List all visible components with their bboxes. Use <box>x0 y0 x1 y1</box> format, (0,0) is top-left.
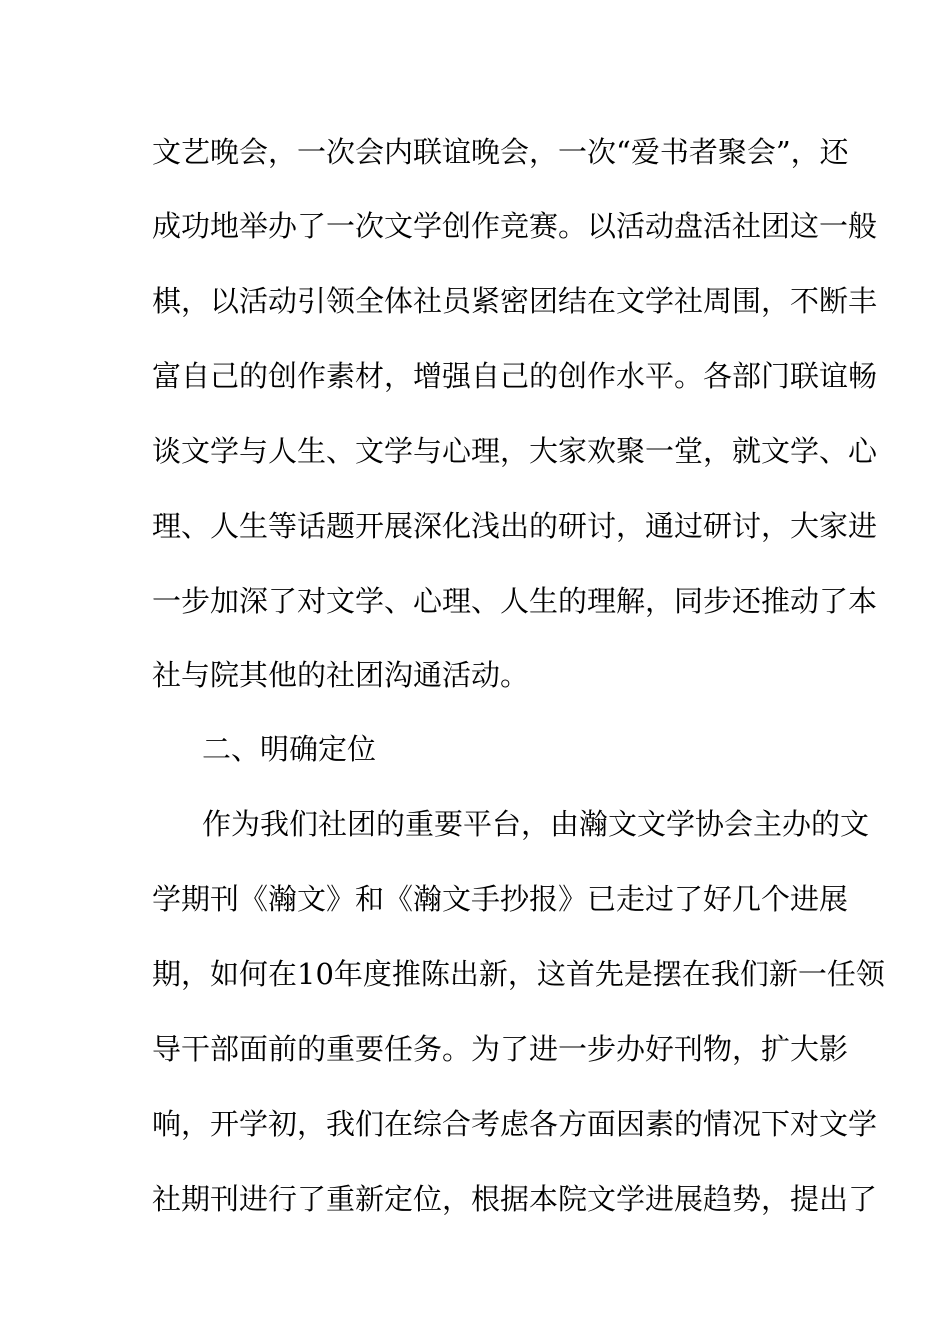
paragraph-line-14: 响，开学初，我们在综合考虑各方面因素的情况下对文学 <box>152 1107 878 1141</box>
section-heading: 二、明确定位 <box>202 732 377 766</box>
paragraph-line-3: 棋，以活动引领全体社员紧密团结在文学社周围，不断丰 <box>152 284 878 318</box>
paragraph-line-11: 学期刊《瀚文》和《瀚文手抄报》已走过了好几个进展 <box>152 882 849 916</box>
paragraph-line-1: 文艺晚会，一次会内联谊晚会，一次“爱书者聚会”，还 <box>152 135 849 169</box>
paragraph-line-12: 期，如何在10年度推陈出新，这首先是摆在我们新一任领 <box>152 957 885 991</box>
paragraph-line-10: 作为我们社团的重要平台，由瀚文文学协会主办的文 <box>202 807 870 841</box>
paragraph-line-4: 富自己的创作素材，增强自己的创作水平。各部门联谊畅 <box>152 359 878 393</box>
paragraph-line-6: 理、人生等话题开展深化浅出的研讨，通过研讨，大家进 <box>152 509 878 543</box>
paragraph-line-2: 成功地举办了一次文学创作竞赛。以活动盘活社团这一般 <box>152 209 878 243</box>
paragraph-line-7: 一步加深了对文学、心理、人生的理解，同步还推动了本 <box>152 584 878 618</box>
paragraph-line-8: 社与院其他的社团沟通活动。 <box>152 658 530 692</box>
paragraph-line-5: 谈文学与人生、文学与心理，大家欢聚一堂，就文学、心 <box>152 434 878 468</box>
paragraph-line-15: 社期刊进行了重新定位，根据本院文学进展趋势，提出了 <box>152 1182 878 1216</box>
paragraph-line-13: 导干部面前的重要任务。为了进一步办好刊物，扩大影 <box>152 1032 849 1066</box>
